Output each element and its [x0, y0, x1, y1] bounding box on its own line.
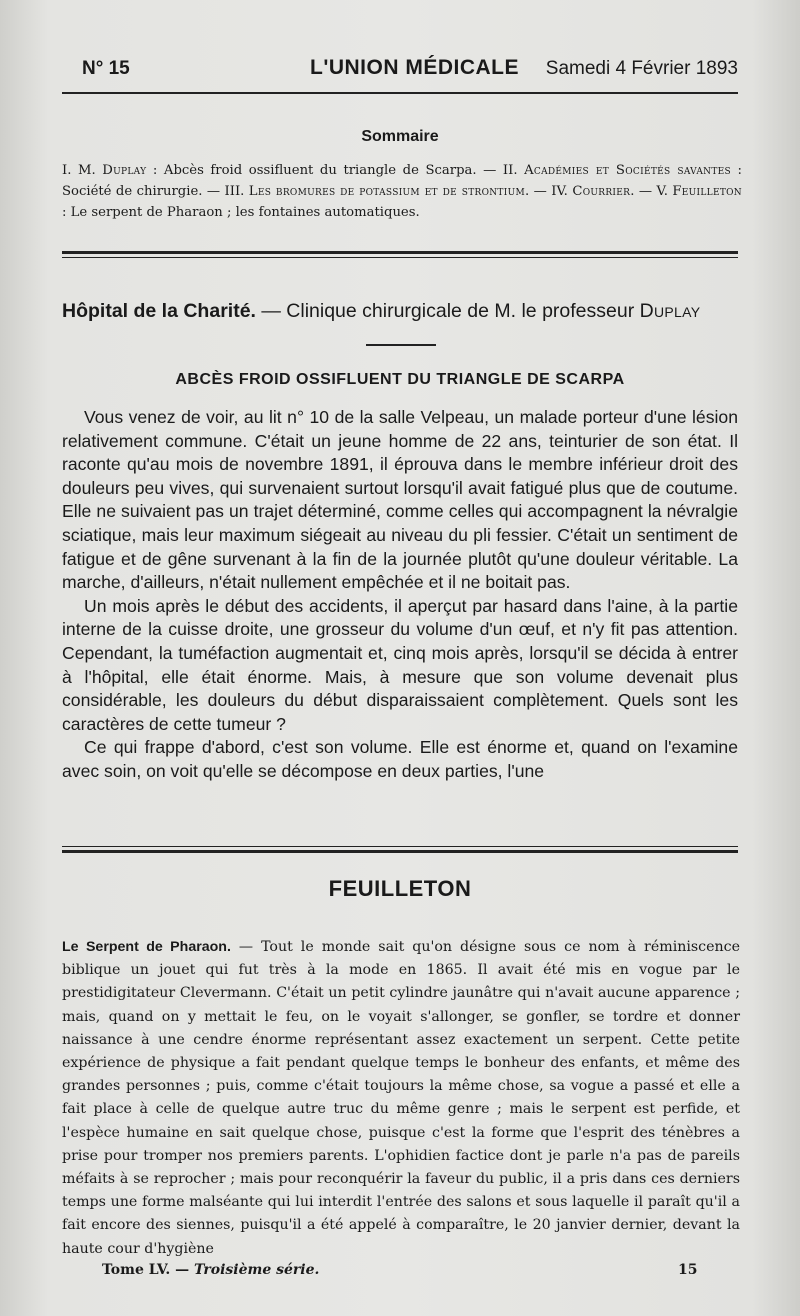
sommaire-rule-bottom [62, 257, 738, 258]
feuilleton-lead: Le Serpent de Pharaon. [62, 939, 231, 955]
page-number: 15 [678, 1262, 698, 1278]
feuilleton-title: FEUILLETON [328, 876, 472, 901]
sommaire-item-5-title: Feuilleton [672, 184, 742, 199]
sommaire-rule-top [62, 251, 738, 254]
issue-date: Samedi 4 Février 1893 [545, 58, 738, 79]
sommaire-text [62, 160, 742, 223]
sommaire-item-1-text: : Abcès froid ossifluent du triangle de Scarpa. — II. [146, 163, 525, 178]
article-body [62, 406, 738, 784]
sommaire-item-4-text: . — V. [630, 184, 673, 199]
professor-name: Duplay [639, 300, 701, 322]
sommaire-title: Sommaire [361, 128, 439, 145]
sommaire-item-2-text: : Société de chirurgie. — III. [62, 163, 743, 199]
hospital-name: Hôpital de la Charité. [62, 300, 256, 322]
feuilleton-body [62, 936, 740, 1261]
clinic-subtitle: — Clinique chirurgicale de M. le professeur [255, 300, 640, 322]
page-header [82, 52, 750, 88]
tome-label: Tome LV. — [102, 1262, 194, 1278]
issue-number: N° 15 [82, 58, 130, 79]
sommaire-item-3-title: Les bromures de potassium et de strontium [248, 184, 525, 199]
series-label: Troisième série. [193, 1262, 320, 1278]
feuilleton-rule-bottom [62, 850, 738, 853]
page-footer [102, 1262, 702, 1278]
article-paragraph: Vous venez de voir, au lit n° 10 de la salle Velpeau, un malade porteur d'une lésion relativement commune. C'était un jeune homme de 22 ans, teinturier de son état. Il raconte qu'au mois de novembre 1891, il éprouva dans le membre inférieur droit des douleurs peu vives, qui survenaient surtout lorsqu'il avait fatigué plus que de coutume. Elle ne suivaient pas un trajet déterminé, comme celles qui accompagnent la névralgie sciatique, mais leur maximum siégeait au niveau du pli fessier. C'était un sentiment de fatigue et de gêne survenant à la fin de la journée plutôt qu'une douleur véritable. La marche, d'ailleurs, n'était nullement empêchée et il ne boitait pas. [62, 407, 738, 593]
journal-title: L'UNION MÉDICALE [310, 56, 519, 79]
sommaire-item-1-number: I. M. [62, 163, 103, 178]
sommaire-item-5-text: : Le serpent de Pharaon ; les fontaines automatiques. [62, 205, 420, 220]
feuilleton-text: — Tout le monde sait qu'on désigne sous ce nom à réminiscence biblique un jouet qui fut très à la mode en 1865. Il avait été mis en vogue par le prestidigitateur Clevermann. C'était un petit cylindre jaunâtre qui n'avait aucune apparence ; mais, quand on y mettait le feu, on le voyait s'allonger, se gonfler, se tordre et donner naissance à une cendre énorme représentant assez exactement un serpent. Cette petite expérience de physique a fait pendant quelque temps le bonheur des enfants, et même des grandes personnes ; puis, comme c'était toujours la même chose, sa vogue a passé et elle a fait place à celle de quelque autre truc du même genre ; mais le serpent est perfide, et l'espèce humaine en sait quelque chose, puisque c'est la forme que l'esprit des ténèbres a prise pour tromper nos premiers parents. L'ophidien factice dont je parle n'a pas de pareils méfaits à se reprocher ; mais pour reconquérir la faveur du public, il a pris dans ces derniers temps une forme malséante qui lui interdit l'entrée des salons et sous laquelle il paraît qu'il a fait encore des siennes, puisqu'il a été appelé à comparaître, le 20 janvier dernier, devant la haute cour d'hygiène [62, 939, 741, 1257]
feuilleton-paragraph [62, 936, 740, 1261]
section-heading [62, 300, 762, 323]
header-rule [62, 92, 738, 94]
sommaire-item-2-title: Académies et Sociétés savantes [524, 163, 731, 178]
article-title: ABCÈS FROID OSSIFLUENT DU TRIANGLE DE SCARPA [175, 371, 625, 388]
sommaire-item-4-title: Courrier [572, 184, 631, 199]
sommaire-item-3-text: . — IV. [524, 184, 573, 199]
section-divider [366, 344, 436, 346]
article-paragraph: Un mois après le début des accidents, il aperçut par hasard dans l'aine, à la partie interne de la cuisse droite, une grosseur du volume d'un œuf, et n'y fit pas attention. Cependant, la tuméfaction augmentait et, cinq mois après, lorsqu'il se décida à entrer à l'hôpital, elle était énorme. Mais, à mesure que son volume devenait plus considérable, les douleurs du début disparaissaient complètement. Quels sont les caractères de cette tumeur ? [62, 595, 738, 734]
feuilleton-rule-top [62, 846, 738, 847]
article-paragraph: Ce qui frappe d'abord, c'est son volume. Elle est énorme et, quand on l'examine avec soin, on voit qu'elle se décompose en deux parties, l'une [62, 737, 738, 781]
sommaire-item-1-author: Duplay [102, 163, 147, 178]
